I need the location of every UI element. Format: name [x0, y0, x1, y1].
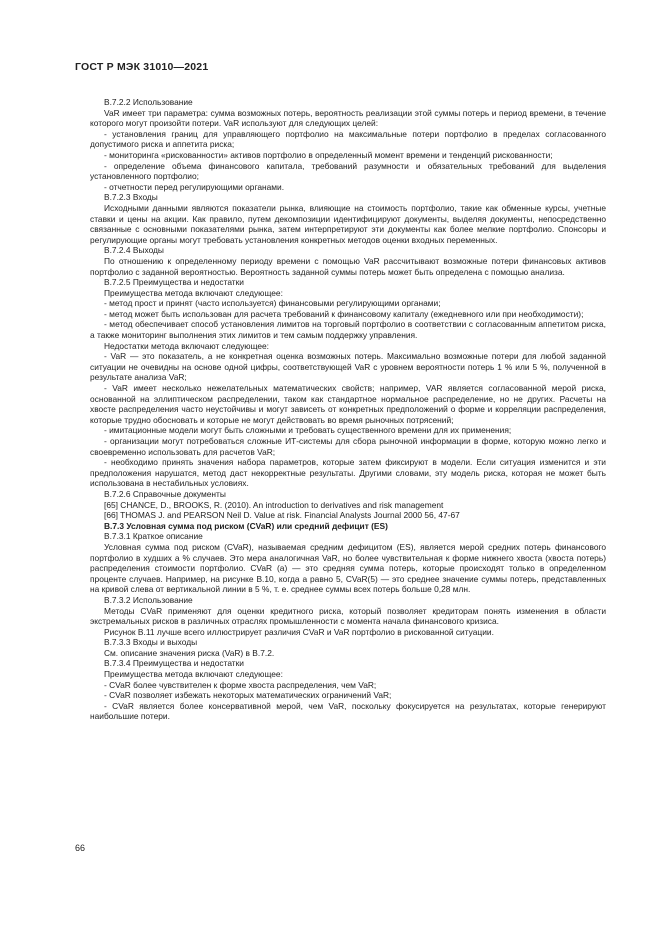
body-paragraph: Преимущества метода включают следующее: [104, 287, 283, 298]
body-paragraph: Недостатки метода включают следующее: [104, 340, 270, 351]
reference-item: [66] THOMAS J. and PEARSON Neil D. Value at risk. Financial Analysts Journal 2000 56, 47-67 [104, 510, 460, 521]
page-body [90, 97, 606, 722]
list-item: - VaR — это показатель, а не конкретная оценка возможных потерь. Максимально возможные потери для любой заданной ситуации не очевидны на основе одной цифры, соответствующей VaR с уровнем вероятности потерь 1 % или 5 %, полученной в результате анализа VaR; [90, 351, 606, 383]
list-item: - CVaR является более консервативной мерой, чем VaR, поскольку фокусируется на результатах, которые генерируют наибольшие потери. [90, 700, 606, 722]
subsection-heading: В.7.3.1 Краткое описание [104, 531, 203, 542]
subsection-heading: В.7.2.5 Преимущества и недостатки [104, 277, 244, 288]
body-paragraph: Рисунок В.11 лучше всего иллюстрирует различия CVaR и VaR портфолио в рискованной ситуации. [104, 626, 494, 637]
list-item: - имитационные модели могут быть сложными и требовать существенного времени для их применения; [104, 425, 512, 436]
list-item: - мониторинга «рискованности» активов портфолио в определенный момент времени и тенденций рискованности; [104, 149, 553, 160]
list-item: - CVaR позволяет избежать некоторых математических ограничений VaR; [104, 690, 392, 701]
list-item: - метод прост и принят (часто используется) финансовыми регулирующими органами; [104, 298, 441, 309]
subsection-heading: В.7.3.4 Преимущества и недостатки [104, 658, 244, 669]
list-item: - VaR имеет несколько нежелательных математических свойств; например, VAR является согласованной мерой риска, основанной на эллиптическом распределении, таком как стандартное нормальное распределение, но не других. Расчеты на хвосте распределения часто неустойчивы и могут зависеть от конкретных предположений о форме и корреляции распределения, которые трудно обосновать и которые не могут действовать во время рыночных потрясений; [90, 383, 606, 425]
document-header: ГОСТ Р МЭК 31010—2021 [75, 61, 209, 73]
reference-item: [65] CHANCE, D., BROOKS, R. (2010). An introduction to derivatives and risk management [104, 499, 444, 510]
body-paragraph: Методы CVaR применяют для оценки кредитного риска, который позволяет кредиторам понять изменения в области экстремальных рисков в различных отраслях промышленности с момента начала финансового кризиса. [90, 605, 606, 627]
list-item: - установления границ для управляющего портфолио на максимальные потери портфолио в пределах согласованного допустимого риска и аппетита риска; [90, 128, 606, 150]
subsection-heading: В.7.3.2 Использование [104, 594, 193, 605]
list-item: - метод может быть использован для расчета требований к финансовому капиталу (ежедневного или при необходимости); [104, 308, 584, 319]
list-item: - определение объема финансового капитала, требований разумности и обязательных требований для выделения установленного портфолио; [90, 160, 606, 182]
subsection-heading: В.7.2.6 Справочные документы [104, 488, 226, 499]
body-paragraph: Исходными данными являются показатели рынка, влияющие на стоимость портфолио, такие как обменные курсы, учетные ставки и цены на акции. Как правило, путем декомпозиции идентифицируют документы, выделяя документы, непосредственно связанные с основными показателями рынка, затем интерпретируют эти документы как более мелкие портфолио. Спонсоры и регулирующие органы могут требовать установления конкретных методов оценки входных переменных. [90, 202, 606, 245]
body-paragraph: VaR имеет три параметра: сумма возможных потерь, вероятность реализации этой суммы потерь и период времени, в течение которого могут произойти потери. VaR используют для следующих целей: [90, 107, 606, 129]
list-item: - отчетности перед регулирующими органами. [104, 181, 285, 192]
subsection-heading: В.7.2.2 Использование [104, 97, 193, 107]
list-item: - метод обеспечивает способ установления лимитов на торговый портфолио в соответствии с согласованным аппетитом риска, а также мониторинг выполнения этих лимитов и тем самым поддержку управления. [90, 319, 606, 341]
body-paragraph: По отношению к определенному периоду времени с помощью VaR рассчитывают возможные потери финансовых активов портфолио с заданной вероятностью. Вероятность заданной суммы потерь может быть определена с помощью анализа. [90, 255, 606, 277]
subsection-heading: В.7.2.4 Выходы [104, 245, 164, 256]
page-number: 66 [75, 843, 86, 853]
list-item: - необходимо принять значения набора параметров, которые затем фиксируют в модели. Если ситуация изменится и эти предположения нарушатся, метод даст некорректные результаты. Другими словами, эту модель риска, которая не может быть использована в нестабильных условиях. [90, 457, 606, 489]
list-item: - организации могут потребоваться сложные ИТ-системы для сбора рыночной информации в форме, которую можно легко и своевременно использовать для расчетов VaR; [90, 436, 606, 457]
subsection-heading: В.7.3.3 Входы и выходы [104, 637, 198, 648]
body-paragraph: Условная сумма под риском (CVaR), называемая средним дефицитом (ES), является мерой средних потерь финансового портфолио в худших a % случаев. Это мера аналогичная VaR, но более чувствительная к форме нижнего хвоста (хвоста потерь) распределения стоимости портфолио. CVaR (a) — это средняя сумма потерь, которые происходят только в определенном проценте случаев. Например, на рисунке В.10, когда a равно 5, CVaR(5) — это среднее значение суммы потерь, представленных на кривой слева от вертикальной линии в 5 %, т. е. среднее суммы всех потерь больше 0,28 млн. [90, 541, 606, 595]
subsection-heading: В.7.2.3 Входы [104, 192, 158, 203]
list-item: - CVaR более чувствителен к форме хвоста распределения, чем VaR; [104, 679, 377, 690]
body-paragraph: Преимущества метода включают следующее: [104, 669, 283, 680]
section-heading: В.7.3 Условная сумма под риском (CVaR) или средний дефицит (ES) [104, 520, 388, 531]
body-paragraph: См. описание значения риска (VaR) в В.7.2. [104, 647, 275, 658]
